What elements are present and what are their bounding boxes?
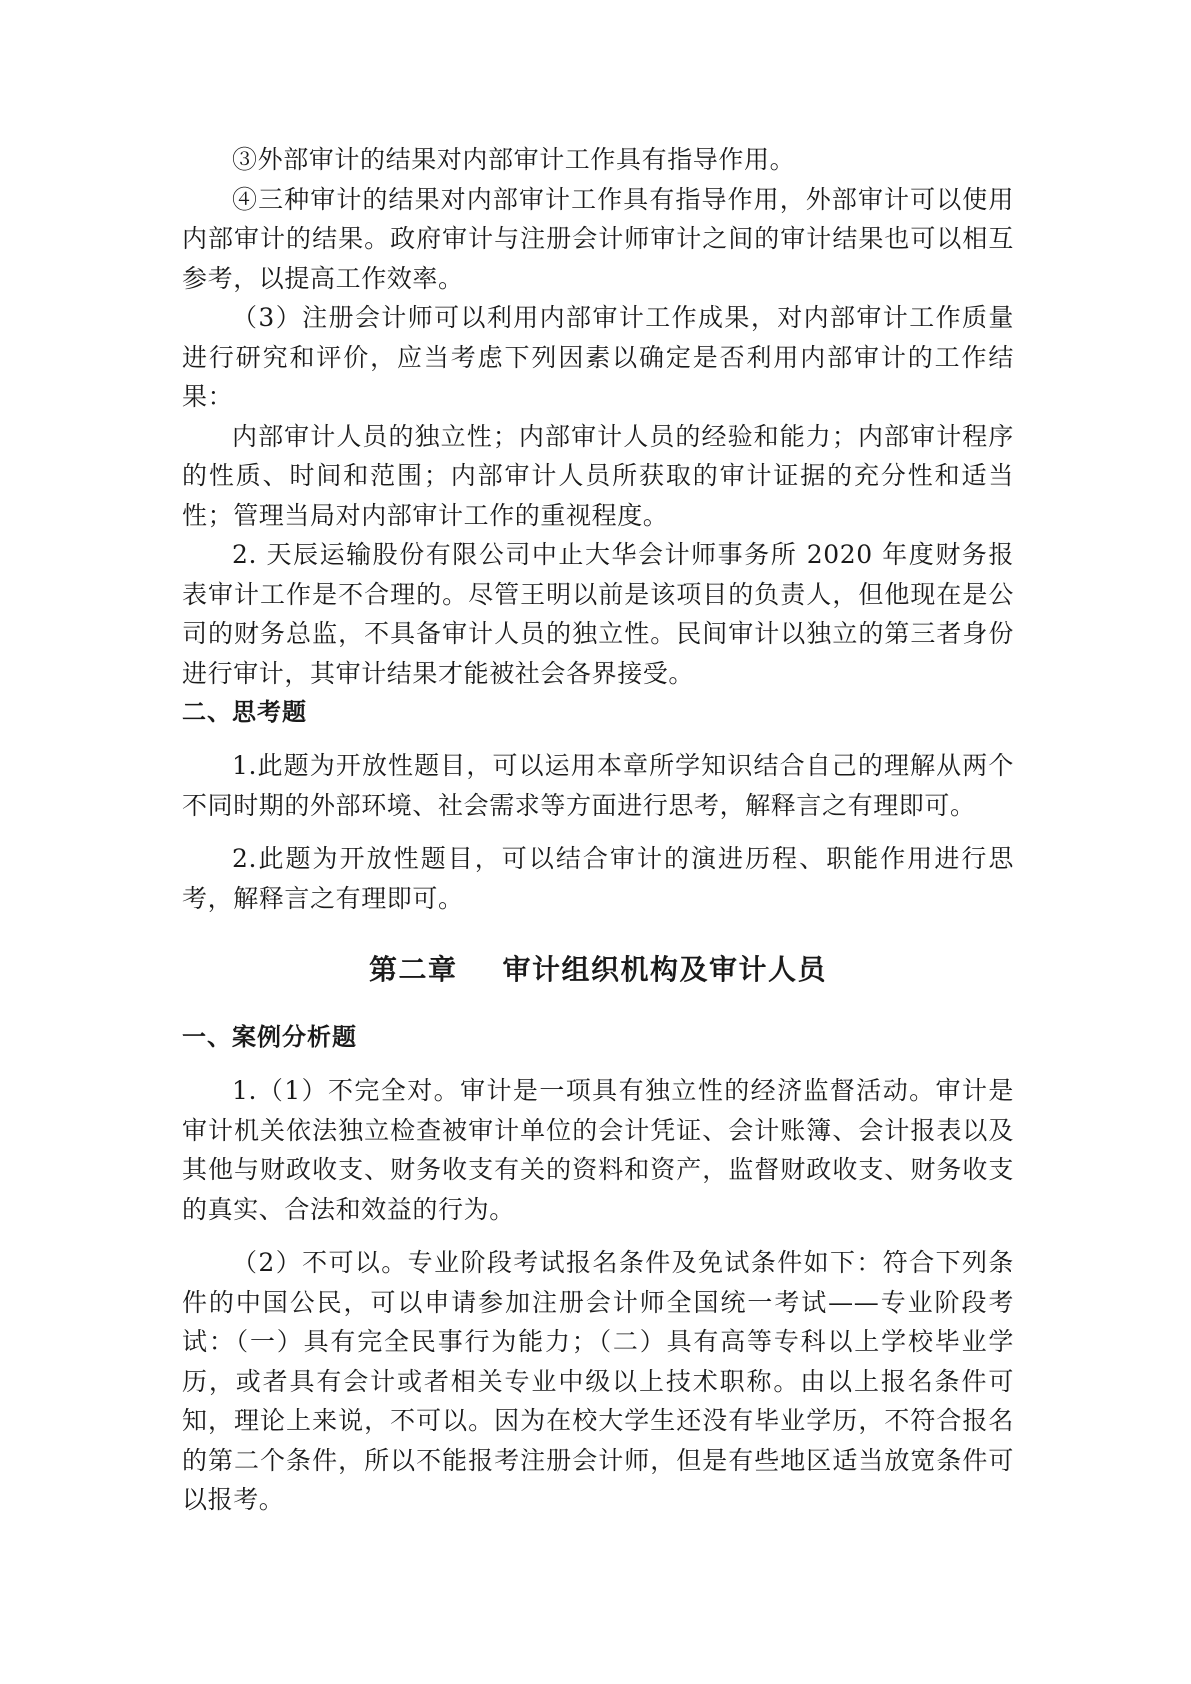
section-heading-thinking-questions: 二、思考题 [182, 698, 307, 726]
paragraph-tianchen-case: 2. 天辰运输股份有限公司中止大华会计师事务所 2020 年度财务报表审计工作是不合理的。尽管王明以前是该项目的负责人，但他现在是公司的财务总监，不具备审计人员的独立性。民间审计以独立的第三者身份进行审计，其审计结果才能被社会各界接受。 [182, 540, 1014, 688]
paragraph-factors-list: 内部审计人员的独立性；内部审计人员的经验和能力；内部审计程序的性质、时间和范围；内部审计人员所获取的审计证据的充分性和适当性；管理当局对内部审计工作的重视程度。 [182, 421, 1014, 530]
paragraph-three-audits: ④三种审计的结果对内部审计工作具有指导作用，外部审计可以使用内部审计的结果。政府审计与注册会计师审计之间的审计结果也可以相互参考，以提高工作效率。 [182, 184, 1014, 293]
paragraph-cpa-use-internal-audit: （3）注册会计师可以利用内部审计工作成果，对内部审计工作质量进行研究和评价，应当考虑下列因素以确定是否利用内部审计的工作结果： [182, 303, 1014, 411]
chapter-title: 第二章 审计组织机构及审计人员 [369, 953, 827, 986]
document-page [182, 140, 1014, 1520]
paragraph-case-q1-part2: （2）不可以。专业阶段考试报名条件及免试条件如下：符合下列条件的中国公民，可以申请参加注册会计师全国统一考试——专业阶段考试：（一）具有完全民事行为能力；（二）具有高等专科以上学校毕业学历，或者具有会计或者相关专业中级以上技术职称。由以上报名条件可知，理论上来说，不可以。因为在校大学生还没有毕业学历，不符合报名的第二个条件，所以不能报考注册会计师，但是有些地区适当放宽条件可以报考。 [182, 1248, 1014, 1514]
section-heading-case-analysis: 一、案例分析题 [182, 1023, 357, 1051]
paragraph-thinking-q1: 1.此题为开放性题目，可以运用本章所学知识结合自己的理解从两个不同时期的外部环境、社会需求等方面进行思考，解释言之有理即可。 [182, 751, 1014, 820]
paragraph-thinking-q2: 2.此题为开放性题目，可以结合审计的演进历程、职能作用进行思考，解释言之有理即可。 [182, 844, 1014, 913]
paragraph-external-audit-guidance: ③外部审计的结果对内部审计工作具有指导作用。 [232, 145, 796, 174]
paragraph-case-q1-part1: 1.（1）不完全对。审计是一项具有独立性的经济监督活动。审计是审计机关依法独立检查被审计单位的会计凭证、会计账簿、会计报表以及其他与财政收支、财务收支有关的资料和资产，监督财政收支、财务收支的真实、合法和效益的行为。 [182, 1076, 1014, 1224]
